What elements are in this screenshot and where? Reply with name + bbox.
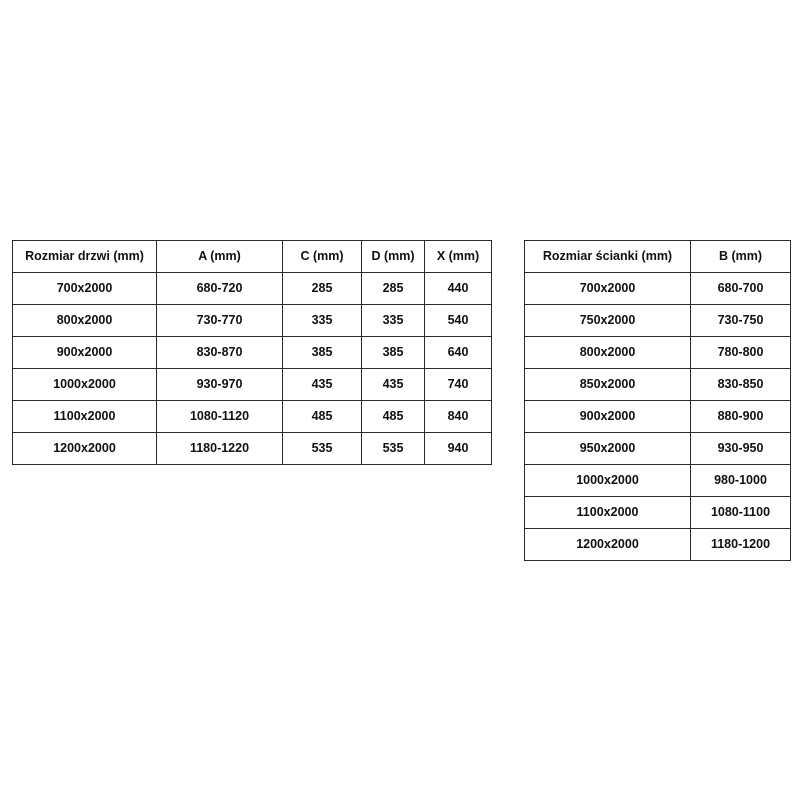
cell-d: 335: [362, 305, 425, 337]
cell-wall-size: 950x2000: [525, 433, 691, 465]
cell-a: 830-870: [157, 337, 283, 369]
cell-wall-size: 900x2000: [525, 401, 691, 433]
cell-d: 385: [362, 337, 425, 369]
cell-x: 940: [425, 433, 492, 465]
table-row: [525, 529, 791, 561]
cell-wall-size: 750x2000: [525, 305, 691, 337]
cell-b: 780-800: [691, 337, 791, 369]
table-row: [525, 401, 791, 433]
table-row: [13, 305, 492, 337]
table-row: [525, 369, 791, 401]
cell-x: 740: [425, 369, 492, 401]
cell-a: 1080-1120: [157, 401, 283, 433]
cell-door-size: 1100x2000: [13, 401, 157, 433]
table-row: [13, 401, 492, 433]
cell-a: 930-970: [157, 369, 283, 401]
cell-b: 680-700: [691, 273, 791, 305]
table-row: [13, 273, 492, 305]
cell-door-size: 800x2000: [13, 305, 157, 337]
cell-d: 485: [362, 401, 425, 433]
cell-d: 435: [362, 369, 425, 401]
cell-c: 535: [283, 433, 362, 465]
column-header-b: B (mm): [691, 241, 791, 273]
cell-b: 730-750: [691, 305, 791, 337]
table-row: [525, 433, 791, 465]
cell-b: 1180-1200: [691, 529, 791, 561]
column-header-door-size: Rozmiar drzwi (mm): [13, 241, 157, 273]
cell-wall-size: 1200x2000: [525, 529, 691, 561]
cell-x: 540: [425, 305, 492, 337]
table-row: [525, 497, 791, 529]
cell-x: 440: [425, 273, 492, 305]
table-header-row: [13, 241, 492, 273]
cell-a: 680-720: [157, 273, 283, 305]
cell-wall-size: 700x2000: [525, 273, 691, 305]
cell-a: 730-770: [157, 305, 283, 337]
wall-size-table: [524, 240, 791, 561]
cell-c: 485: [283, 401, 362, 433]
column-header-x: X (mm): [425, 241, 492, 273]
column-header-c: C (mm): [283, 241, 362, 273]
table-row: [525, 337, 791, 369]
table-row: [13, 433, 492, 465]
table-row: [13, 337, 492, 369]
column-header-a: A (mm): [157, 241, 283, 273]
table-row: [13, 369, 492, 401]
cell-x: 840: [425, 401, 492, 433]
cell-d: 285: [362, 273, 425, 305]
table-row: [525, 305, 791, 337]
cell-b: 880-900: [691, 401, 791, 433]
cell-d: 535: [362, 433, 425, 465]
column-header-wall-size: Rozmiar ścianki (mm): [525, 241, 691, 273]
cell-c: 335: [283, 305, 362, 337]
table-row: [525, 465, 791, 497]
cell-b: 930-950: [691, 433, 791, 465]
cell-a: 1180-1220: [157, 433, 283, 465]
cell-b: 830-850: [691, 369, 791, 401]
cell-wall-size: 1000x2000: [525, 465, 691, 497]
cell-wall-size: 850x2000: [525, 369, 691, 401]
table-header-row: [525, 241, 791, 273]
column-header-d: D (mm): [362, 241, 425, 273]
cell-wall-size: 1100x2000: [525, 497, 691, 529]
cell-door-size: 900x2000: [13, 337, 157, 369]
cell-c: 285: [283, 273, 362, 305]
door-size-table: [12, 240, 492, 465]
cell-x: 640: [425, 337, 492, 369]
cell-door-size: 1000x2000: [13, 369, 157, 401]
cell-wall-size: 800x2000: [525, 337, 691, 369]
cell-door-size: 1200x2000: [13, 433, 157, 465]
wall-size-table-body: [525, 241, 791, 561]
cell-b: 980-1000: [691, 465, 791, 497]
cell-c: 385: [283, 337, 362, 369]
cell-door-size: 700x2000: [13, 273, 157, 305]
cell-c: 435: [283, 369, 362, 401]
table-row: [525, 273, 791, 305]
cell-b: 1080-1100: [691, 497, 791, 529]
door-size-table-body: [13, 241, 492, 465]
